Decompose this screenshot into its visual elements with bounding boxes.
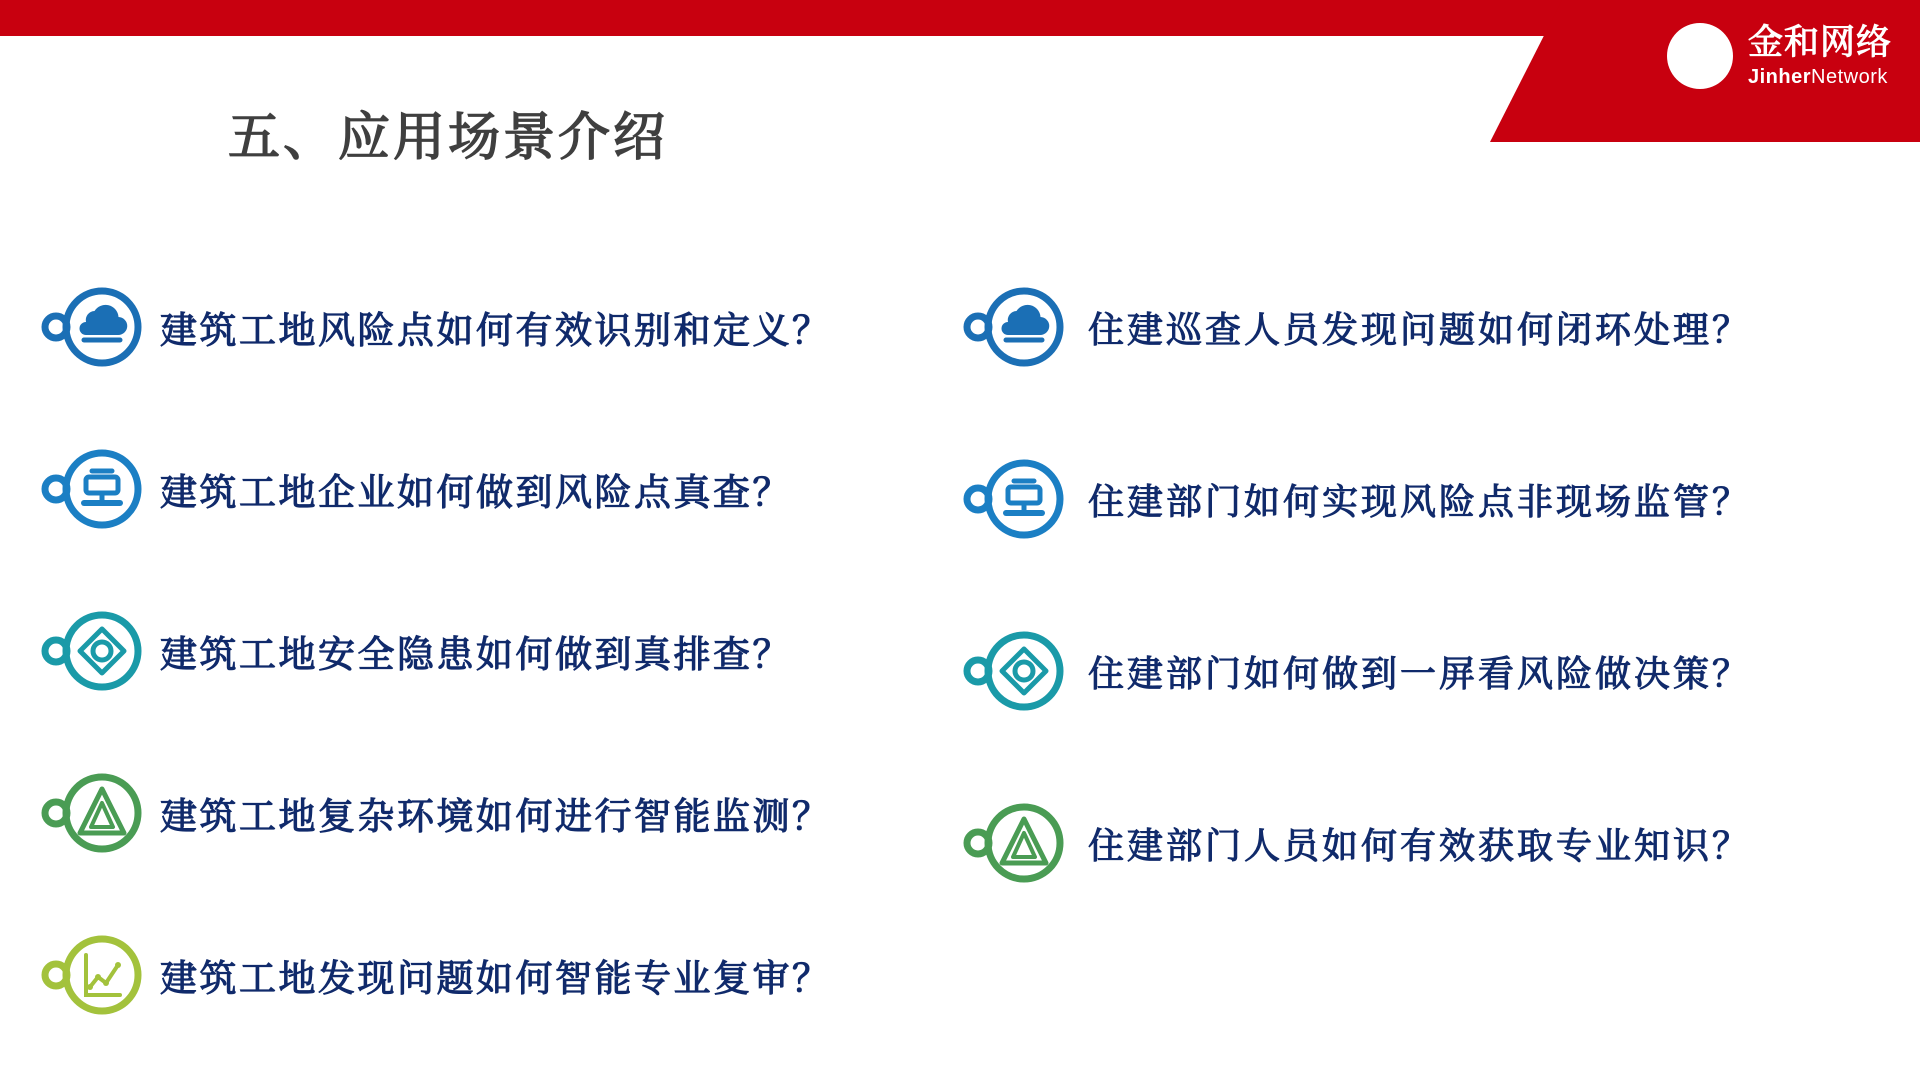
list-item[interactable] (962, 788, 1892, 898)
list-item[interactable] (40, 272, 970, 382)
chart-circle-icon (40, 933, 146, 1017)
alert-triangle-icon (962, 801, 1068, 885)
list-item[interactable] (40, 920, 970, 1030)
list-item[interactable] (962, 616, 1892, 726)
list-item[interactable] (40, 434, 970, 544)
company-logo (1664, 20, 1892, 92)
list-item-label: 住建部门如何实现风险点非现场监管？ (1088, 480, 1752, 522)
alert-triangle-icon (40, 771, 146, 855)
list-item[interactable] (962, 272, 1892, 382)
logo-name-en-light: Network (1811, 66, 1888, 88)
page-title: 五、应用场景介绍 (228, 109, 669, 167)
camera-circle-icon (40, 447, 146, 531)
list-item[interactable] (40, 758, 970, 868)
logo-name-en-bold: Jinher (1747, 66, 1812, 88)
logo-name-cn: 金和网络 (1747, 23, 1892, 62)
list-item-label: 建筑工地复杂环境如何进行智能监测？ (160, 796, 832, 837)
list-item[interactable] (40, 596, 970, 706)
globe-swirl-icon (1664, 20, 1736, 92)
list-item-label: 建筑工地企业如何做到风险点真查？ (160, 472, 792, 513)
list-item-label: 住建部门人员如何有效获取专业知识？ (1088, 824, 1752, 866)
left-column (40, 272, 970, 1082)
cloud-circle-icon (40, 285, 146, 369)
location-tag-icon (962, 629, 1068, 713)
cloud-circle-icon (962, 285, 1068, 369)
right-column (962, 272, 1892, 960)
location-tag-icon (40, 609, 146, 693)
list-item-label: 建筑工地发现问题如何智能专业复审？ (160, 958, 832, 999)
list-item-label: 住建巡查人员发现问题如何闭环处理？ (1088, 308, 1752, 350)
list-item-label: 建筑工地安全隐患如何做到真排查？ (160, 634, 792, 675)
list-item[interactable] (962, 444, 1892, 554)
list-item-label: 建筑工地风险点如何有效识别和定义？ (160, 310, 832, 351)
list-item-label: 住建部门如何做到一屏看风险做决策？ (1088, 652, 1752, 694)
camera-circle-icon (962, 457, 1068, 541)
